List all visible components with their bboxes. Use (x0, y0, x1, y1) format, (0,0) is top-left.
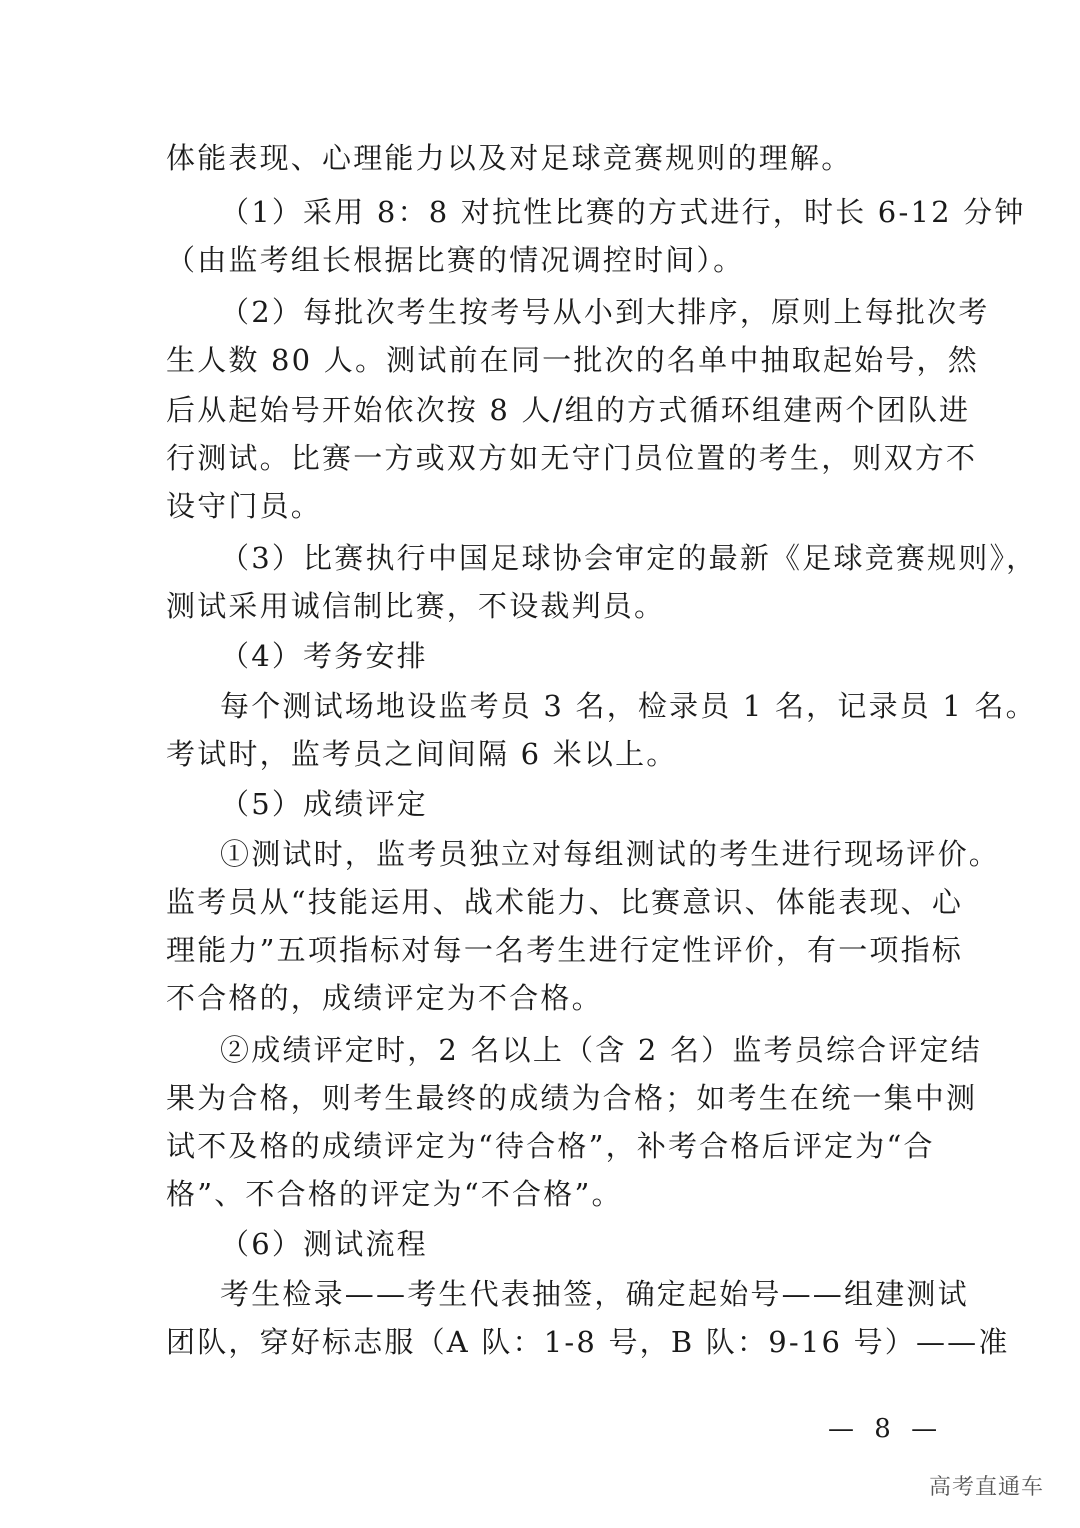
body-line-13: 考试时，监考员之间间隔 6 米以上。 (166, 737, 678, 771)
body-line-9: （3）比赛执行中国足球协会审定的最新《足球竞赛规则》， (220, 541, 1038, 575)
body-line-12: 每个测试场地设监考员 3 名，检录员 1 名，记录员 1 名。 (220, 689, 1037, 723)
body-line-5: 生人数 80 人。测试前在同一批次的名单中抽取起始号，然 (166, 343, 979, 377)
body-line-19: ②成绩评定时，2 名以上（含 2 名）监考员综合评定结 (220, 1033, 982, 1067)
body-line-10: 测试采用诚信制比赛，不设裁判员。 (166, 589, 666, 623)
body-line-22: 格”、不合格的评定为“不合格”。 (166, 1177, 623, 1211)
body-line-21: 试不及格的成绩评定为“待合格”，补考合格后评定为“合 (166, 1129, 935, 1163)
page-number: — 8 — (828, 1414, 944, 1444)
watermark-text: 高考直通车 (928, 1475, 1044, 1500)
body-line-20: 果为合格，则考生最终的成绩为合格；如考生在统一集中测 (166, 1081, 978, 1115)
body-line-24: 考生检录——考生代表抽签，确定起始号——组建测试 (220, 1277, 969, 1311)
body-line-17: 理能力”五项指标对每一名考生进行定性评价，有一项指标 (166, 933, 964, 967)
body-line-2: （1）采用 8：8 对抗性比赛的方式进行，时长 6-12 分钟 (220, 195, 1026, 229)
body-line-8: 设守门员。 (166, 489, 323, 523)
body-line-25: 团队，穿好标志服（A 队：1-8 号，B 队：9-16 号）——准 (166, 1325, 1010, 1359)
body-line-4: （2）每批次考生按考号从小到大排序，原则上每批次考 (220, 295, 990, 329)
body-line-16: 监考员从“技能运用、战术能力、比赛意识、体能表现、心 (166, 885, 964, 919)
body-line-7: 行测试。比赛一方或双方如无守门员位置的考生，则双方不 (166, 441, 978, 475)
body-line-1: 体能表现、心理能力以及对足球竞赛规则的理解。 (166, 141, 853, 175)
body-line-18: 不合格的，成绩评定为不合格。 (166, 981, 603, 1015)
body-line-23: （6）测试流程 (220, 1227, 428, 1261)
body-line-3: （由监考组长根据比赛的情况调控时间）。 (166, 243, 745, 277)
body-line-6: 后从起始号开始依次按 8 人/组的方式循环组建两个团队进 (166, 393, 971, 427)
body-line-14: （5）成绩评定 (220, 787, 428, 821)
body-line-15: ①测试时，监考员独立对每组测试的考生进行现场评价。 (220, 837, 1001, 871)
body-line-11: （4）考务安排 (220, 639, 428, 673)
